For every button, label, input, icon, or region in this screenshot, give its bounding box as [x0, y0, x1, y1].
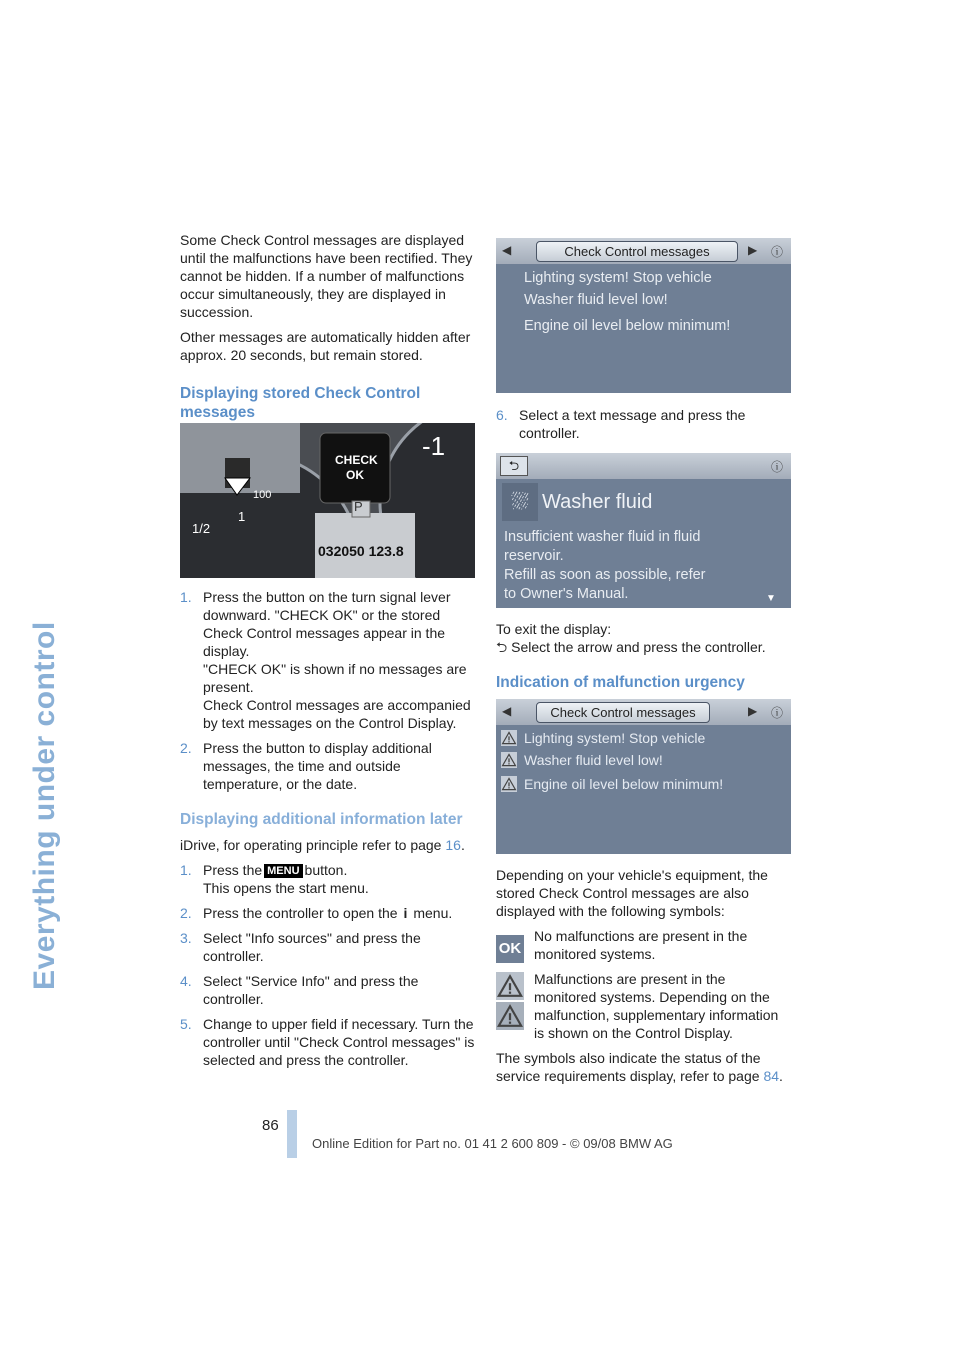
control-display-screen-3	[496, 699, 791, 854]
side-title: Everything under control	[28, 621, 61, 990]
check-text: CHECK	[335, 453, 378, 467]
warning-icon	[501, 730, 517, 746]
symbol-row: Malfunctions are present in the monitored systems. Depending on the malfunction, supplementary information is shown on the Control Display.	[496, 970, 788, 1042]
right-symbols	[496, 866, 788, 1085]
message-line: Refill as soon as possible, refer	[504, 567, 706, 583]
warning-icon	[501, 776, 517, 792]
washer-icon: ⛆	[502, 483, 538, 521]
scroll-down-icon: ▼	[766, 593, 776, 604]
list-item: 4. Select "Service Info" and press the controller.	[180, 973, 419, 1007]
gauge-one: 1	[238, 509, 246, 524]
paragraph: To exit the display:	[496, 621, 612, 637]
list-item: 1. Press the MENU button. This opens the start menu.	[180, 862, 369, 896]
left-column	[180, 231, 475, 422]
message-line: to Owner's Manual.	[504, 586, 629, 602]
back-arrow-icon: ⮌	[496, 639, 508, 655]
paragraph: Other messages are automatically hidden after approx. 20 seconds, but remain stored.	[180, 329, 471, 363]
menu-button-icon: MENU	[264, 864, 302, 878]
gauge-minus-one: -1	[422, 431, 446, 461]
list-item: 3. Select "Info sources" and press the controller.	[180, 930, 421, 964]
message-line: Lighting system! Stop vehicle	[524, 270, 712, 286]
ok-text: OK	[346, 468, 364, 482]
page-number: 86	[262, 1117, 279, 1134]
list-item: 5. Change to upper field if necessary. Turn the controller until "Check Control messages" is selected and press the controller.	[180, 1016, 475, 1068]
warning-symbol-dark-icon	[496, 1002, 524, 1030]
right-exit	[496, 620, 786, 692]
section-heading: Indication of malfunction urgency	[496, 674, 745, 691]
section-heading: Displaying stored Check Control messages	[180, 385, 421, 421]
page-link[interactable]: 84	[763, 1068, 780, 1084]
message-line: Washer fluid level low!	[524, 752, 663, 768]
left-arrow-icon: ◀	[502, 704, 512, 718]
list-item: 2. Press the controller to open the i menu.	[180, 905, 453, 921]
paragraph: ⮌ Select the arrow and press the controller.	[496, 639, 766, 655]
tab-check-control: Check Control messages	[536, 702, 710, 723]
paragraph: iDrive, for operating principle refer to page 16.	[180, 837, 465, 853]
info-icon: ⓘ	[771, 706, 784, 720]
right-arrow-icon: ▶	[748, 243, 758, 257]
message-title: Washer fluid	[542, 491, 653, 513]
message-line: Insufficient washer fluid in fluid	[504, 529, 701, 545]
ok-symbol-icon: OK	[496, 935, 524, 963]
message-line: Lighting system! Stop vehicle	[524, 730, 706, 746]
list-item: 2. Press the button to display additional messages, the time and outside temperature, or the date.	[180, 740, 432, 792]
paragraph: Depending on your vehicle's equipment, the stored Check Control messages are also displayed with the following symbols:	[496, 867, 768, 919]
footer-text: Online Edition for Part no. 01 41 2 600 809 - © 09/08 BMW AG	[312, 1136, 673, 1151]
park-indicator: P	[354, 499, 363, 514]
back-arrow-icon: ⮌	[500, 456, 528, 476]
list-item: 1. Press the button on the turn signal lever downward. "CHECK OK" or the stored Check Control messages appear in the display. "CHECK OK" is shown if no messages are present. Check Control messages are accompanied by text messages on the Control Display.	[180, 589, 471, 731]
gauge-100: 100	[253, 489, 272, 501]
info-icon: ⓘ	[771, 460, 784, 474]
odometer: 032050 123.8	[318, 543, 404, 559]
warning-symbol-light-icon	[496, 972, 524, 1000]
fuel-half: 1/2	[192, 521, 211, 536]
message-line: reservoir.	[504, 548, 564, 564]
paragraph: The symbols also indicate the status of the service requirements display, refer to page 84.	[496, 1050, 783, 1084]
control-display-screen-1	[496, 238, 791, 393]
left-arrow-icon: ◀	[502, 243, 512, 257]
message-line: Engine oil level below minimum!	[524, 318, 731, 334]
tab-check-control: Check Control messages	[536, 241, 738, 262]
left-column-steps	[180, 588, 475, 1076]
footer-bar	[287, 1110, 297, 1158]
page-link[interactable]: 16	[445, 837, 461, 853]
section-heading: Displaying additional information later	[180, 811, 463, 828]
warning-icon	[501, 752, 517, 768]
right-step-6	[496, 406, 786, 449]
message-line: Washer fluid level low!	[524, 292, 668, 308]
control-display-screen-2	[496, 453, 791, 608]
right-arrow-icon: ▶	[748, 704, 758, 718]
message-line: Engine oil level below minimum!	[524, 776, 724, 792]
symbol-row: OK No malfunctions are present in the monitored systems.	[496, 927, 788, 963]
instrument-cluster-image	[180, 423, 475, 578]
paragraph: Some Check Control messages are displayed until the malfunctions have been rectified. They cannot be hidden. If a number of malfunctions occur simultaneously, they are displayed in succession.	[180, 232, 473, 320]
list-item: 6. Select a text message and press the controller.	[496, 407, 746, 441]
info-icon: i	[403, 905, 408, 921]
info-icon: ⓘ	[771, 245, 784, 259]
